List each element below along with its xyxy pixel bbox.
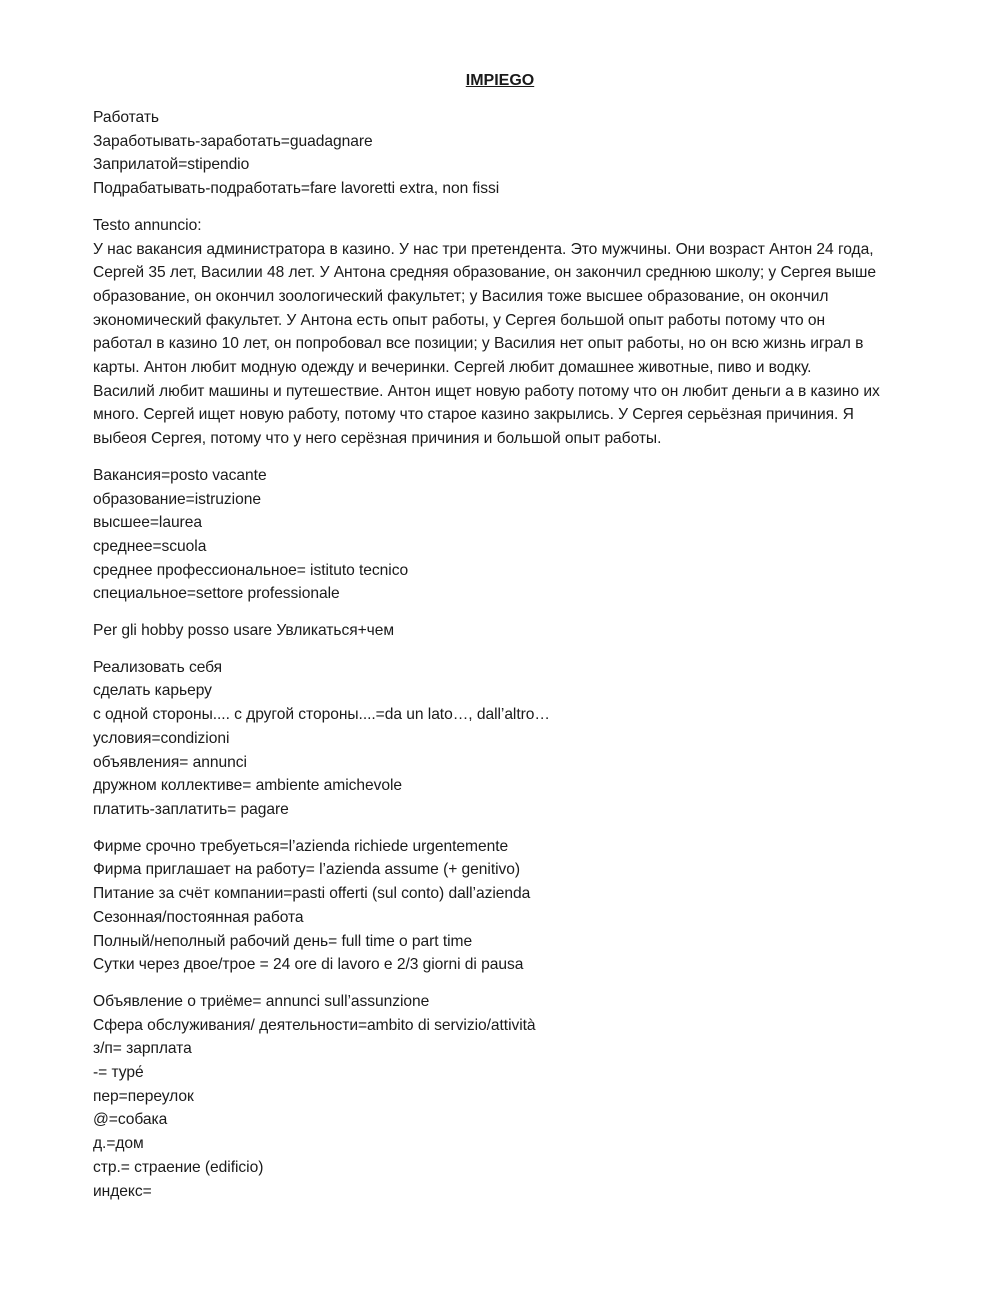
text-line: Вакансия=posto vacante <box>93 466 267 484</box>
text-line: Per gli hobby posso usare Увликаться+чем <box>93 622 395 640</box>
text-line: Testo annuncio: <box>93 216 202 234</box>
vocab-paragraph-abbreviations <box>93 990 938 1203</box>
text-line: Подрабатывать-подработать=fare lavoretti extra, non fissi <box>93 180 500 198</box>
text-line: работал в казино 10 лет, он попробовал все позиции; у Василия нет опыт работы, но он всю жизнь играл в <box>93 335 864 353</box>
text-line: Сергей 35 лет, Василии 48 лет. У Антона средняя образование, он закончил среднюю школу; у Сергея выше <box>93 264 876 282</box>
text-line: Заприлатой=stipendio <box>93 156 250 174</box>
document-body <box>93 106 938 1216</box>
text-line: @=собака <box>93 1111 168 1129</box>
text-line: образование, он окончил зоологический факультет; у Василия тоже высшее образование, он окончил <box>93 287 829 305</box>
text-line: с одной стороны.... с другой стороны....=da un lato…, dall’altro… <box>93 706 550 724</box>
text-line: Сутки через двое/трое = 24 ore di lavoro e 2/3 giorni di pausa <box>93 956 524 974</box>
text-line: Полный/неполный рабочий день= full time o part time <box>93 932 473 950</box>
hobby-paragraph <box>93 619 938 643</box>
vocab-paragraph-career <box>93 656 938 822</box>
text-line: Работать <box>93 109 159 126</box>
text-line: Фирме срочно требуеться=l’azienda richiede urgentemente <box>93 837 509 855</box>
text-line: высшее=laurea <box>93 514 202 532</box>
text-line: Фирма приглашает на работу= l’azienda assume (+ genitivo) <box>93 861 521 879</box>
text-line: объявления= annunci <box>93 753 247 771</box>
text-line: Сезонная/постоянная работа <box>93 908 304 926</box>
text-line: среднее профессиональное= istituto tecnico <box>93 561 409 579</box>
vocab-paragraph-company <box>93 835 938 977</box>
text-line: карты. Антон любит модную одежду и вечеринки. Сергей любит домашнее животные, пиво и водку. <box>93 359 812 377</box>
text-line: среднее=scuola <box>93 537 207 555</box>
text-line: з/п= зарплата <box>93 1040 192 1058</box>
text-line: условия=condizioni <box>93 729 230 747</box>
text-line: индекс= <box>93 1182 152 1200</box>
text-line: д.=дом <box>93 1135 144 1153</box>
text-line: Реализовать себя <box>93 658 223 676</box>
vocab-paragraph-work <box>93 106 938 201</box>
text-line: -= туре́ <box>93 1064 144 1082</box>
text-line: специальное=settore professionale <box>93 585 340 603</box>
text-line: платить-заплатить= pagare <box>93 800 289 818</box>
text-line: стр.= страение (edificio) <box>93 1158 264 1176</box>
text-line: пер=переулок <box>93 1087 194 1105</box>
text-line: образование=istruzione <box>93 490 261 508</box>
text-line: Заработывать-заработать=guadagnare <box>93 132 373 150</box>
announcement-text-paragraph <box>93 214 938 451</box>
text-line: дружном коллективе= ambiente amichevole <box>93 777 403 795</box>
text-line: У нас вакансия администратора в казино. У нас три претендента. Это мужчины. Они возраст Антон 24 года, <box>93 240 874 258</box>
text-line: Питание за счёт компании=pasti offerti (sul conto) dall’azienda <box>93 885 531 903</box>
vocab-paragraph-education <box>93 464 938 606</box>
text-line: выбеоя Сергея, потому что у него серёзная причиния и большой опыт работы. <box>93 430 662 448</box>
text-line: Сфера обслуживания/ деятельности=ambito di servizio/attività <box>93 1016 536 1034</box>
document-title: IMPIEGO <box>465 72 535 89</box>
text-line: много. Сергей ищет новую работу, потому что старое казино закрылись. У Сергея серьёзная причиния. Я <box>93 406 854 424</box>
text-line: сделать карьеру <box>93 682 212 700</box>
text-line: Василий любит машины и путешествие. Антон ищет новую работу потому что он любит деньги а в казино их <box>93 382 880 400</box>
text-line: экономический факультет. У Антона есть опыт работы, у Сергея большой опыт работы потому что он <box>93 311 826 329</box>
text-line: Объявление о триёме= annunci sull’assunzione <box>93 992 430 1010</box>
